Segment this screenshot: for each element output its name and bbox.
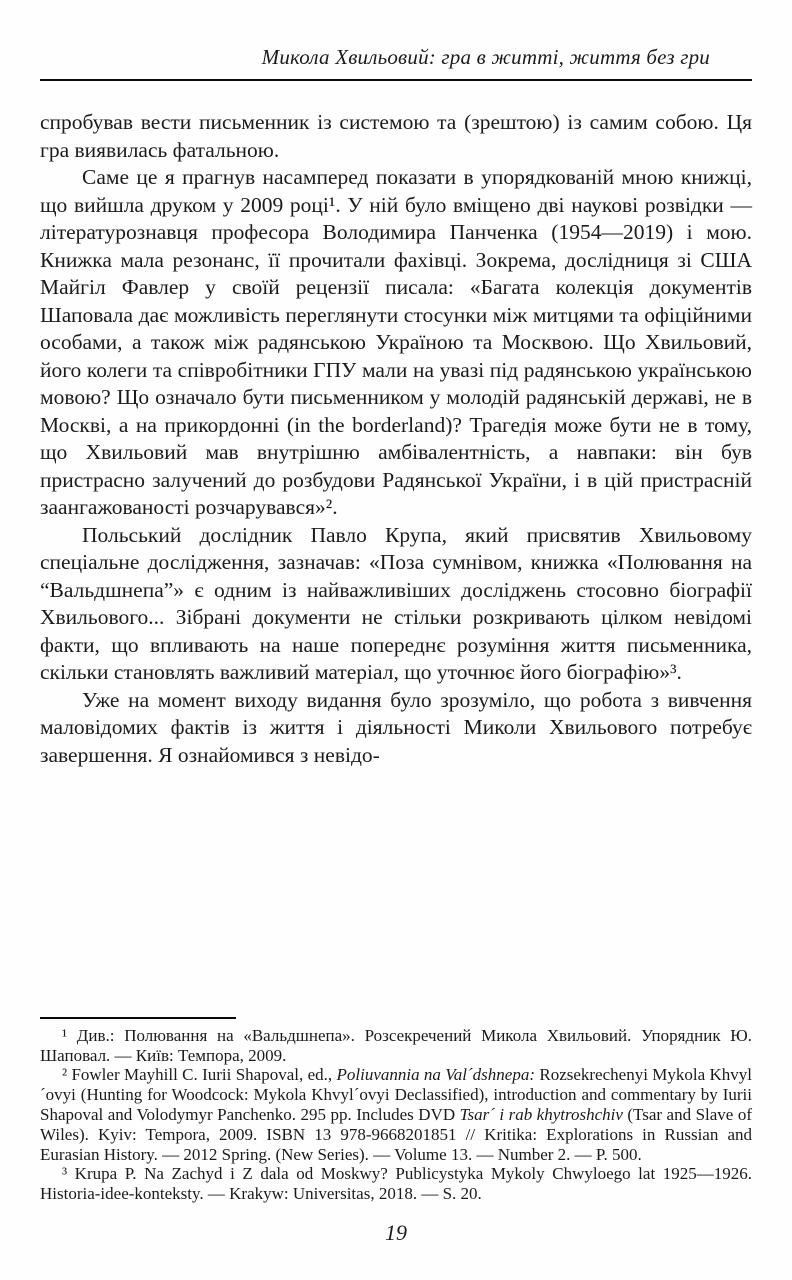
body-paragraph: Саме це я прагнув насамперед показати в упорядкованій мною книжці, що вийшла друком у 2009 році¹. У ній було вміщено дві наукові розвідки — літературознавця професора Володимира Панченка (1954—2019) і мою. Книжка мала резонанс, її прочитали фахівці. Зокрема, дослідниця зі США Майгіл Фавлер у своїй рецензії писала: «Багата колекція документів Шаповала дає можливість переглянути стосунки між митцями та офіційними особами, а також між радянською Україною та Москвою. Що Хвильовий, його колеги та співробітники ГПУ мали на увазі під радянською українською мовою? Що означало бути письменником у молодій радянській державі, не в Москві, а на прикордонні (in the borderland)? Трагедія може бути не в тому, що Хвильовий мав внутрішню амбівалентність, а навпаки: він був пристрасно залучений до розбудови Радянської України, і в цій пристрасній заангажованості розчарувався»². — [40, 165, 752, 519]
body-paragraph: Уже на момент виходу видання було зрозуміло, що робота з вивчення маловідомих фактів із життя і діяльності Миколи Хвильового потребує завершення. Я ознайомився з невідо- — [40, 687, 752, 767]
footnote-rule — [40, 1017, 236, 1019]
page-body — [40, 109, 752, 769]
footnote-title-italic: Poliuvannia na Val´dshnepa: — [336, 1065, 535, 1085]
footnote-2 — [40, 1065, 752, 1164]
footnote-text-segment: ² Fowler Mayhill C. Iurii Shapoval, ed., — [62, 1065, 337, 1085]
footnote-text-segment: (Tsar and Slave of Wiles). Kyiv: Tempora, 2009. ISBN 13 978-9668201851 // Kritika: Explorations in Russian and Eurasian History. — 2012 Spring. (New Series). — Volume 13. — Number 2. — P. 500. — [40, 1105, 752, 1164]
footnote-3: ³ Krupa P. Na Zachyd i Z dala od Moskwy? Publicystyka Mykoly Chwyloego lat 1925—1926. Historia-idee-konteksty. — Krakyw: Universitas, 2018. — S. 20. — [40, 1164, 752, 1204]
running-head: Микола Хвильовий: гра в житті, життя без гри — [261, 45, 710, 69]
header-rule — [40, 79, 752, 81]
body-paragraph: спробував вести письменник із системою та (зрештою) із самим собою. Ця гра виявилась фатальною. — [40, 110, 752, 162]
page-header — [40, 44, 752, 81]
footnote-1: ¹ Див.: Полювання на «Вальдшнепа». Розсекречений Микола Хвильовий. Упорядник Ю. Шаповал. — Київ: Темпора, 2009. — [40, 1025, 752, 1065]
footnotes-section — [40, 1017, 752, 1204]
footnote-text-segment: Rozsekrechenyi Mykola Khvyl´ovyi (Hunting for Woodcock: Mykola Khvyl´ovyi Declassified), introduction and commentary by Iurii Shapoval and Volodymyr Panchenko. 295 pp. Includes DVD — [40, 1065, 753, 1125]
body-paragraph: Польський дослідник Павло Крупа, який присвятив Хвильовому спеціальне дослідження, зазначав: «Поза сумнівом, книжка «Полювання на “Вальдшнепа”» є одним із найважливіших досліджень стосовно біографії Хвильового... Зібрані документи не стільки розкривають цілком невідомі факти, що впливають на наше попереднє розуміння життя письменника, скільки становлять важливий матеріал, що уточнює його біографію»³. — [40, 522, 752, 684]
page-number: 19 — [385, 1220, 407, 1245]
footnote-title-italic: Tsar´ i rab khytroshchiv — [459, 1105, 623, 1125]
